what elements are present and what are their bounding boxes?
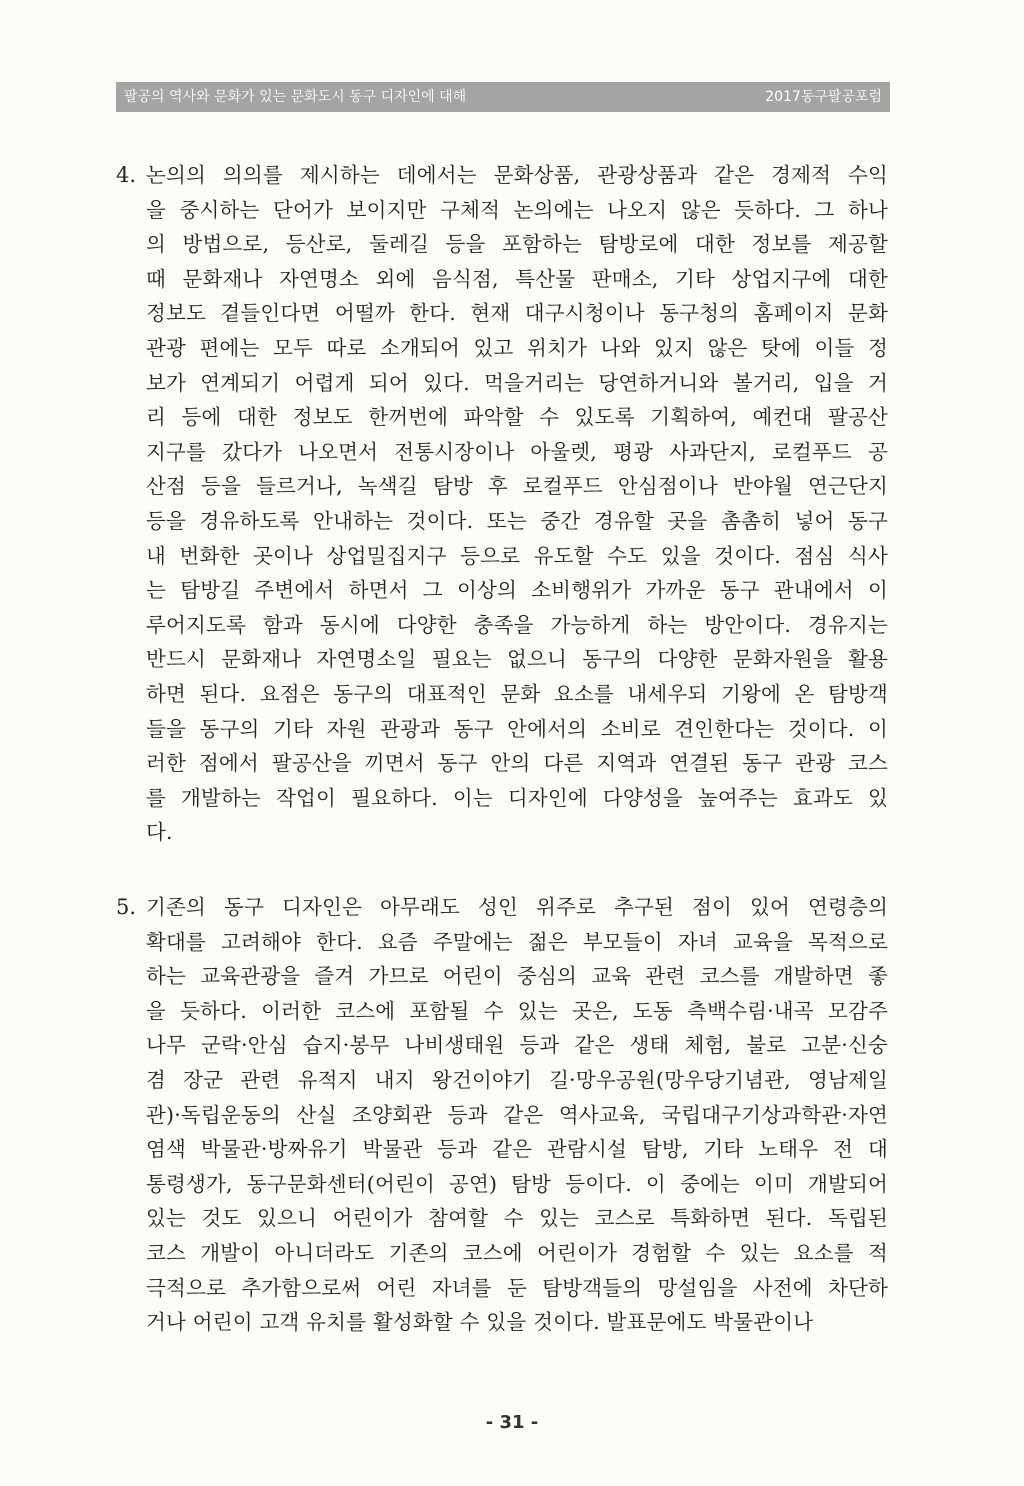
- text-line: 다.: [146, 820, 173, 845]
- paragraph-body: [146, 890, 888, 1340]
- header-forum-name: 2017동구팔공포럼: [765, 89, 882, 105]
- text-line: 지구를 갔다가 나오면서 전통시장이나 아울렛, 평광 사과단지, 로컬푸드 공: [146, 439, 888, 464]
- text-line: 때 문화재나 자연명소 외에 음식점, 특산물 판매소, 기타 상업지구에 대한: [146, 266, 888, 291]
- text-line: 극적으로 추가함으로써 어린 자녀를 둔 탐방객들의 망설임을 사전에 차단하: [146, 1275, 888, 1300]
- text-line: 기존의 동구 디자인은 아무래도 성인 위주로 추구된 점이 있어 연령층의: [146, 895, 888, 919]
- text-line: 하면 된다. 요점은 동구의 대표적인 문화 요소를 내세우되 기왕에 온 탐방객: [146, 681, 888, 706]
- text-line: 논의의 의의를 제시하는 데에서는 문화상품, 관광상품과 같은 경제적 수익: [146, 163, 888, 187]
- text-line: 러한 점에서 팔공산을 끼면서 동구 안의 다른 지역과 연결된 동구 관광 코스: [146, 751, 888, 776]
- text-line: 리 등에 대한 정보도 한꺼번에 파악할 수 있도록 기획하여, 예컨대 팔공산: [146, 405, 888, 430]
- text-line: 염색 박물관·방짜유기 박물관 등과 같은 관람시설 탐방, 기타 노태우 전 대: [146, 1137, 888, 1162]
- paragraph-body: [146, 158, 888, 850]
- text-line: 관광 편에는 모두 따로 소개되어 있고 위치가 나와 있지 않은 탓에 이들 정: [146, 335, 888, 360]
- paragraph-number: 4.: [116, 163, 137, 187]
- text-line: 를 개발하는 작업이 필요하다. 이는 디자인에 다양성을 높여주는 효과도 있: [146, 785, 888, 810]
- text-line: 확대를 고려해야 한다. 요즘 주말에는 젊은 부모들이 자녀 교육을 목적으로: [146, 929, 888, 954]
- text-line: 있는 것도 있으니 어린이가 참여할 수 있는 코스로 특화하면 된다. 독립된: [146, 1206, 888, 1231]
- text-line: 들을 동구의 기타 자원 관광과 동구 안에서의 소비로 견인한다는 것이다. 이: [146, 716, 888, 741]
- text-line: 나무 군락·안심 습지·봉무 나비생태원 등과 같은 생태 체험, 불로 고분·신숭: [146, 1033, 888, 1058]
- running-header: [116, 82, 890, 112]
- text-line: 산점 등을 들르거나, 녹색길 탐방 후 로컬푸드 안심점이나 반야월 연근단지: [146, 474, 888, 499]
- text-line: 코스 개발이 아니더라도 기존의 코스에 어린이가 경험할 수 있는 요소를 적: [146, 1240, 888, 1265]
- text-line: 통령생가, 동구문화센터(어린이 공연) 탐방 등이다. 이 중에는 이미 개발되어: [146, 1171, 888, 1196]
- header-title: 팔공의 역사와 문화가 있는 문화도시 동구 디자인에 대해: [124, 89, 467, 105]
- text-line: 보가 연계되기 어렵게 되어 있다. 먹을거리는 당연하거니와 볼거리, 입을 거: [146, 370, 888, 395]
- text-line: 는 탐방길 주변에서 하면서 그 이상의 소비행위가 가까운 동구 관내에서 이: [146, 578, 888, 603]
- text-line: 하는 교육관광을 즐겨 가므로 어린이 중심의 교육 관련 코스를 개발하면 좋: [146, 964, 888, 989]
- text-line: 겸 장군 관련 유적지 내지 왕건이야기 길·망우공원(망우당기념관, 영남제일: [146, 1067, 888, 1092]
- paragraph-number: 5.: [116, 895, 137, 919]
- text-line: 거나 어린이 고객 유치를 활성화할 수 있을 것이다. 발표문에도 박물관이나: [146, 1310, 814, 1335]
- page-number: - 31 -: [485, 1412, 539, 1433]
- text-line: 정보도 곁들인다면 어떨까 한다. 현재 대구시청이나 동구청의 홈페이지 문화: [146, 301, 888, 326]
- text-line: 루어지도록 함과 동시에 다양한 충족을 가능하게 하는 방안이다. 경유지는: [146, 612, 888, 637]
- text-line: 반드시 문화재나 자연명소일 필요는 없으니 동구의 다양한 문화자원을 활용: [146, 647, 888, 672]
- text-line: 을 중시하는 단어가 보이지만 구체적 논의에는 나오지 않은 듯하다. 그 하나: [146, 197, 888, 222]
- text-line: 을 듯하다. 이러한 코스에 포함될 수 있는 곳은, 도동 측백수림·내곡 모감주: [146, 998, 888, 1023]
- text-line: 의 방법으로, 등산로, 둘레길 등을 포함하는 탐방로에 대한 정보를 제공할: [146, 232, 888, 257]
- text-line: 관)·독립운동의 산실 조양회관 등과 같은 역사교육, 국립대구기상과학관·자연: [146, 1102, 888, 1127]
- text-line: 내 번화한 곳이나 상업밀집지구 등으로 유도할 수도 있을 것이다. 점심 식사: [146, 543, 888, 568]
- text-line: 등을 경유하도록 안내하는 것이다. 또는 중간 경유할 곳을 촘촘히 넣어 동구: [146, 508, 888, 533]
